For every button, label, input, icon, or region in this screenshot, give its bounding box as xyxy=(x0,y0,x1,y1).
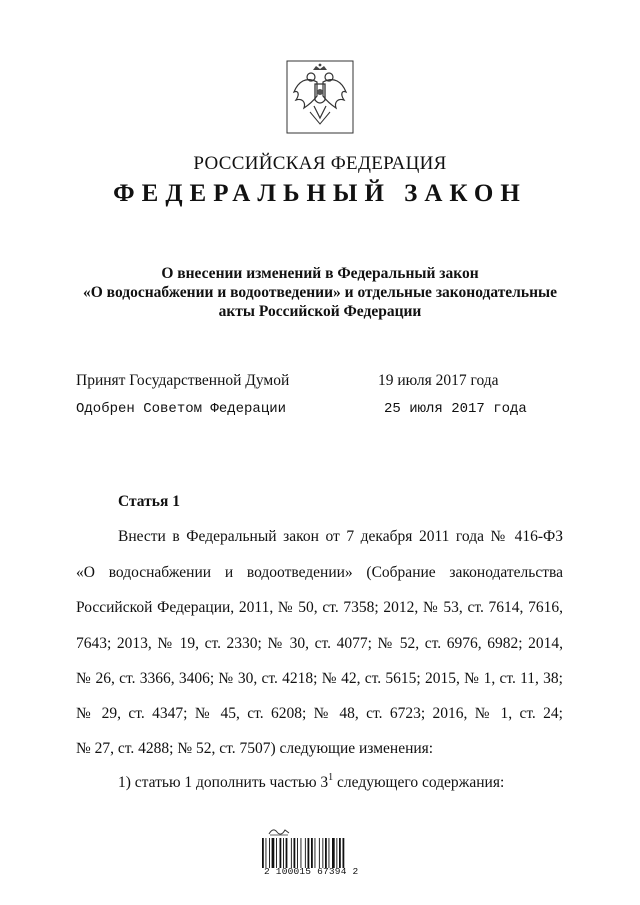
article-line: Внести в Федеральный закон от 7 декабря 2011 года № 416-ФЗ xyxy=(118,528,563,545)
article-line: № 26, ст. 3366, 3406; № 30, ст. 4218; № 42, ст. 5615; 2015, № 1, ст. 11, 38; xyxy=(76,670,563,687)
item-tail: следующего содержания: xyxy=(333,774,505,791)
law-subject-title xyxy=(60,264,580,321)
article-line: 7643; 2013, № 19, ст. 2330; № 30, ст. 4077; № 52, ст. 6976, 6982; 2014, xyxy=(76,635,563,652)
article-line: «О водоснабжении и водоотведении» (Собрание законодательства xyxy=(76,564,563,581)
article-title: Статья 1 xyxy=(118,493,180,510)
item-superscript: 1 xyxy=(328,772,334,783)
article-line: Российской Федерации, 2011, № 50, ст. 7358; 2012, № 53, ст. 7614, 7616, xyxy=(76,599,563,616)
signature-mark-icon xyxy=(268,826,290,836)
duma-adoption-label: Принят Государственной Думой xyxy=(76,372,290,389)
barcode-number: 2 100015 67394 2 xyxy=(264,866,359,877)
subject-line: акты Российской Федерации xyxy=(218,303,422,320)
barcode-icon xyxy=(262,838,348,868)
country-name: РОССИЙСКАЯ ФЕДЕРАЦИЯ xyxy=(193,153,447,174)
subject-line: О внесении изменений в Федеральный закон xyxy=(161,265,479,282)
article-item-1 xyxy=(118,774,563,792)
coat-of-arms-icon xyxy=(286,60,354,134)
article-line: № 29, ст. 4347; № 45, ст. 6208; № 48, ст. 6723; 2016, № 1, ст. 24; xyxy=(76,705,563,722)
item-text: 1) статью 1 дополнить частью 3 xyxy=(118,774,329,791)
article-line: № 27, ст. 4288; № 52, ст. 7507) следующие изменения: xyxy=(76,740,434,757)
law-type-heading: ФЕДЕРАЛЬНЫЙ ЗАКОН xyxy=(113,180,527,207)
duma-adoption-date: 19 июля 2017 года xyxy=(378,372,499,389)
council-approval-label: Одобрен Советом Федерации xyxy=(76,401,287,417)
council-approval-date: 25 июля 2017 года xyxy=(384,401,527,417)
subject-line: «О водоснабжении и водоотведении» и отдельные законодательные xyxy=(83,284,557,301)
